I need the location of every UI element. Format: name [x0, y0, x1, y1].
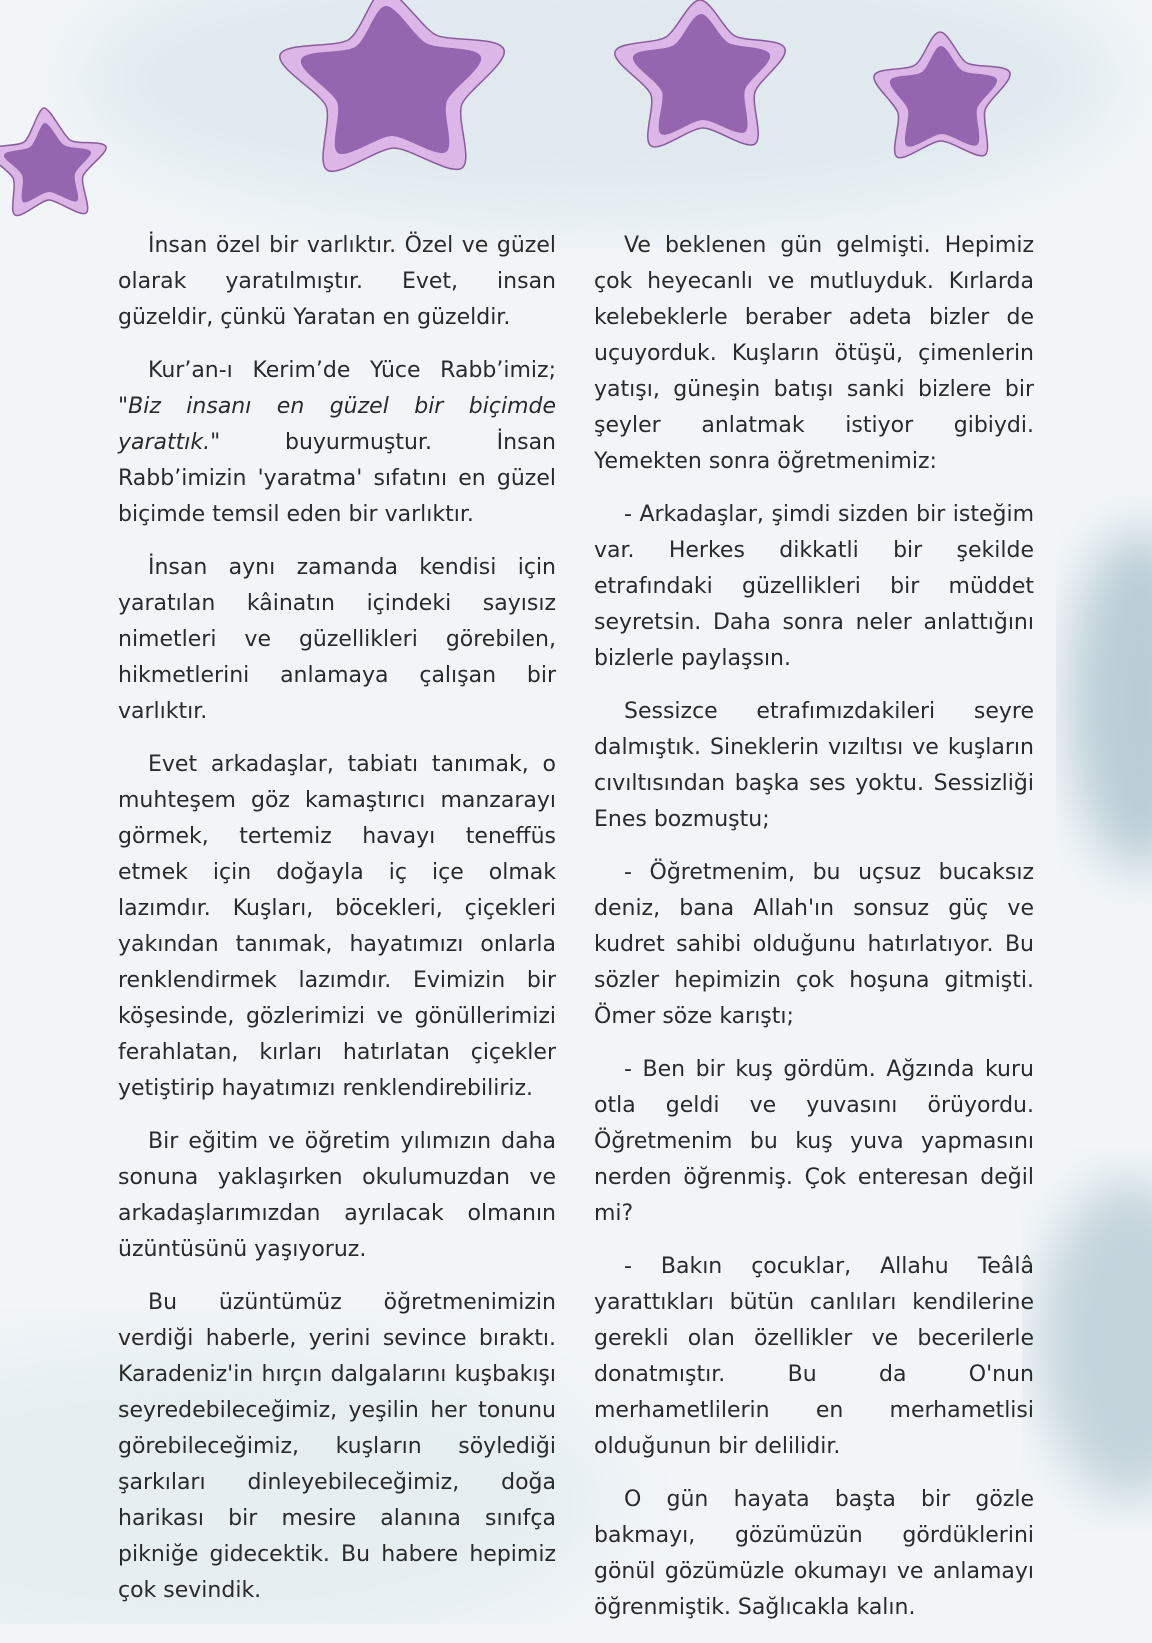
dialogue-paragraph: - Ben bir kuş gördüm. Ağzında kuru otla geldi ve yuvasını örüyordu. Öğretmenim bu kuş yuva yapmasını nerden öğrenmiş. Çok enteresan değil mi?: [594, 1057, 1034, 1226]
paragraph: Evet arkadaşlar, tabiatı tanımak, o muhteşem göz kamaştırıcı manzarayı görmek, tertemiz havayı teneffüs etmek için doğayla iç içe olmak lazımdır. Kuşları, böcekleri, çiçekleri yakından tanımak, hayatımızı onlarla renklendirmek lazımdır. Evimizin bir köşesinde, gözlerimizi ve gönüllerimizi ferahlatan, kırları hatırlatan çiçekler yetiştirip hayatımızı renklendirebiliriz.: [118, 752, 556, 1101]
paragraph: O gün hayata başta bir gözle bakmayı, gözümüzün gördüklerini gönül gözümüzle okumayı ve anlamayı öğrenmiştik. Sağlıcakla kalın.: [594, 1487, 1034, 1620]
dialogue-paragraph: - Öğretmenim, bu uçsuz bucaksız deniz, bana Allah'ın sonsuz güç ve kudret sahibi olduğunu hatırlatıyor. Bu sözler hepimizin çok hoşuna gitmişti. Ömer söze karıştı;: [594, 860, 1034, 1029]
paragraph: İnsan özel bir varlıktır. Özel ve güzel olarak yaratılmıştır. Evet, insan güzeldir, çünkü Yaratan en güzeldir.: [118, 233, 556, 330]
star-icon: [615, 0, 785, 147]
paragraph-with-quote: [118, 353, 556, 533]
paragraph: Bu üzüntümüz öğretmenimizin verdiği haberle, yerini sevince bıraktı. Karadeniz'in hırçın dalgalarını kuşbakışı seyredebileceğimiz, yeşilin her tonunu görebileceğimiz, kuşların söylediği şarkıları dinleyebileceğimiz, doğa harikası bir mesire alanına sınıfça pikniğe gidecektik. Bu habere hepimiz çok sevindik.: [118, 1290, 556, 1603]
dialogue-paragraph: - Arkadaşlar, şimdi sizden bir isteğim var. Herkes dikkatli bir şekilde etrafındaki güzellikleri bir müddet seyretsin. Daha sonra neler anlattığını bizlerle paylaşsın.: [594, 502, 1034, 671]
star-icon: [874, 32, 1010, 158]
paragraph: İnsan aynı zamanda kendisi için yaratılan kâinatın içindeki sayısız nimetleri ve güzellikleri görebilen, hikmetlerini anlamaya çalışan bir varlıktır.: [118, 555, 556, 724]
star-icon: [280, 0, 505, 171]
decorative-stars: [0, 0, 1152, 240]
left-text-column: [118, 228, 556, 1626]
paragraph-continuation: buyurmuştur. İnsan Rabb’imizin 'yaratma' sıfatını en güzel biçimde temsil eden bir varlıktır.: [118, 430, 556, 527]
quran-quote: "Biz insanı en güzel bir biçimde yarattık.": [118, 394, 556, 455]
paragraph-intro: Kur’an-ı Kerim’de Yüce Rabb’imiz;: [148, 358, 556, 383]
paragraph: Sessizce etrafımızdakileri seyre dalmıştık. Sineklerin vızıltısı ve kuşların cıvıltısından başka ses yoktu. Sessizliği Enes bozmuştu;: [594, 699, 1034, 832]
dialogue-paragraph: - Bakın çocuklar, Allahu Teâlâ yarattıkları bütün canlıları kendilerine gerekli olan özellikler ve becerilerle donatmıştır. Bu da O'nun merhametlilerin en merhametlisi olduğunun bir delilidir.: [594, 1254, 1034, 1459]
right-text-column: [594, 228, 1034, 1643]
paragraph: Ve beklenen gün gelmişti. Hepimiz çok heyecanlı ve mutluyduk. Kırlarda kelebeklerle beraber adeta bizler de uçuyorduk. Kuşların ötüşü, çimenlerin yatışı, güneşin batışı sanki bizlere bir şeyler anlatmak istiyor gibiydi. Yemekten sonra öğretmenimiz:: [594, 233, 1034, 474]
star-icon: [0, 108, 106, 216]
paragraph: Bir eğitim ve öğretim yılımızın daha sonuna yaklaşırken okulumuzdan ve arkadaşlarımızdan ayrılacak olmanın üzüntüsünü yaşıyoruz.: [118, 1129, 556, 1262]
